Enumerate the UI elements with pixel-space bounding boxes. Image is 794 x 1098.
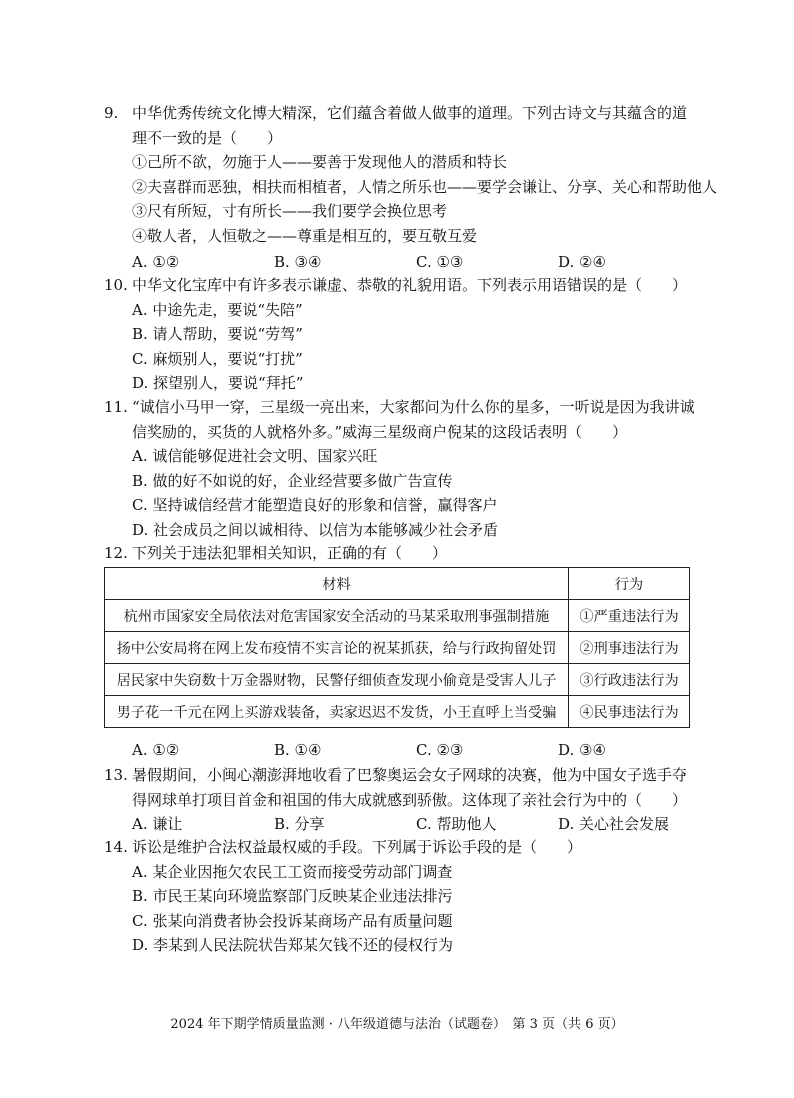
stem-line: 暑假期间，小闽心潮澎湃地收看了巴黎奥运会女子网球的决赛，他为中国女子选手夺 <box>132 766 688 784</box>
question-13 <box>104 763 700 837</box>
option-d: D. 关心社会发展 <box>558 815 670 833</box>
stem-line: 理不一致的是（ ） <box>132 128 283 147</box>
question-stem: 下列关于违法犯罪相关知识，正确的有（ ） <box>132 544 448 562</box>
question-stem <box>132 101 718 248</box>
header-behavior: 行为 <box>569 568 690 600</box>
option-c: C. 麻烦别人，要说“打扰” <box>132 349 303 368</box>
table-cell: 男子花一千元在网上买游戏装备，卖家迟迟不发货，小王直呼上当受骗 <box>105 696 569 728</box>
table-row <box>105 632 690 664</box>
question-stem: 诉讼是维护合法权益最权威的手段。下列属于诉讼手段的是（ ） <box>132 838 583 856</box>
option-d: D. 李某到人民法院状告郑某欠钱不还的侵权行为 <box>132 936 454 954</box>
option-c: C. ①③ <box>416 253 464 271</box>
option-d: D. 社会成员之间以诚相待、以信为本能够减少社会矛盾 <box>132 520 499 539</box>
option-d: D. ③④ <box>558 741 606 759</box>
table-cell: ④民事违法行为 <box>569 696 690 728</box>
question-11 <box>104 395 700 542</box>
question-stem: 中华文化宝库中有许多表示谦虚、恭敬的礼貌用语。下列表示用语错误的是（ ） <box>132 276 688 294</box>
stem-line: 得网球单打项目首金和祖国的伟大成就感到骄傲。这体现了亲社会行为中的（ ） <box>132 790 688 809</box>
question-number: 13. <box>104 766 128 784</box>
statement-item: ②夫喜群而恶独，相扶而相植者，人情之所乐也——要学会谦让、分享、关心和帮助他人 <box>132 177 718 196</box>
table-row <box>105 664 690 696</box>
option-b: B. ①④ <box>274 741 322 759</box>
option-c: C. 坚持诚信经营才能塑造良好的形象和信誉，赢得客户 <box>132 496 498 514</box>
table-header-row <box>105 568 690 600</box>
question-number: 10. <box>104 276 128 294</box>
question-stem <box>132 763 700 812</box>
question-12 <box>104 541 700 566</box>
page-footer: 2024 年下期学情质量监测 · 八年级道德与法治（试题卷） 第 3 页（共 6 页） <box>170 1017 624 1032</box>
option-c: C. 张某向消费者协会投诉某商场产品有质量问题 <box>132 911 453 930</box>
table-cell: 杭州市国家安全局依法对危害国家安全活动的马某采取刑事强制措施 <box>105 600 569 632</box>
table-cell: ①严重违法行为 <box>569 600 690 632</box>
statement-item: ①己所不欲，勿施于人——要善于发现他人的潜质和特长 <box>132 153 508 171</box>
option-b: B. ③④ <box>274 253 322 271</box>
question-12-options <box>104 738 700 763</box>
option-b: B. 分享 <box>274 815 325 833</box>
table-cell: 居民家中失窃数十万金器财物，民警仔细侦查发现小偷竟是受害人儿子 <box>105 664 569 696</box>
stem-line: “诚信小马甲一穿，三星级一亮出来，大家都问为什么你的星多，一听说是因为我讲诚 <box>132 398 695 416</box>
question-14 <box>104 835 700 958</box>
question-number: 12. <box>104 544 128 562</box>
option-a: A. ①② <box>132 741 180 759</box>
question-stem <box>132 395 700 444</box>
question-number: 9. <box>104 104 119 122</box>
table-cell: ②刑事违法行为 <box>569 632 690 664</box>
stem-line: 中华优秀传统文化博大精深，它们蕴含着做人做事的道理。下列古诗文与其蕴含的道 <box>132 104 688 122</box>
answer-options <box>132 738 700 763</box>
materials-table <box>104 567 690 728</box>
option-b: B. 市民王某向环境监察部门反映某企业违法排污 <box>132 887 453 905</box>
table-cell: 扬中公安局将在网上发布疫情不实言论的祝某抓获，给与行政拘留处罚 <box>105 632 569 664</box>
question-10 <box>104 273 700 396</box>
option-b: B. 做的好不如说的好，企业经营要多做广告宣传 <box>132 471 453 490</box>
option-c: C. 帮助他人 <box>416 815 497 833</box>
option-b: B. 请人帮助，要说“劳驾” <box>132 325 303 343</box>
option-a: A. 中途先走，要说“失陪” <box>132 300 303 319</box>
question-number: 11. <box>104 398 128 416</box>
table-cell: ③行政违法行为 <box>569 664 690 696</box>
answer-options <box>132 812 700 837</box>
stem-line: 信奖励的，买货的人就格外多。”威海三星级商户倪某的这段话表明（ ） <box>132 422 628 441</box>
statement-item: ④敬人者，人恒敬之——尊重是相互的，要互敬互爱 <box>132 226 478 245</box>
option-d: D. 探望别人，要说“拜托” <box>132 374 304 392</box>
question-9 <box>104 101 718 275</box>
table-row <box>105 696 690 728</box>
answer-options <box>132 250 700 275</box>
header-material: 材料 <box>105 568 569 600</box>
option-a: A. ①② <box>132 253 180 271</box>
question-number: 14. <box>104 838 128 856</box>
option-a: A. 谦让 <box>132 815 183 833</box>
option-a: A. 某企业因拖欠农民工工资而接受劳动部门调查 <box>132 862 453 881</box>
option-c: C. ②③ <box>416 741 464 759</box>
option-d: D. ②④ <box>558 253 606 271</box>
option-a: A. 诚信能够促进社会文明、国家兴旺 <box>132 447 378 465</box>
statement-item: ③尺有所短，寸有所长——我们要学会换位思考 <box>132 202 448 220</box>
table-row <box>105 600 690 632</box>
